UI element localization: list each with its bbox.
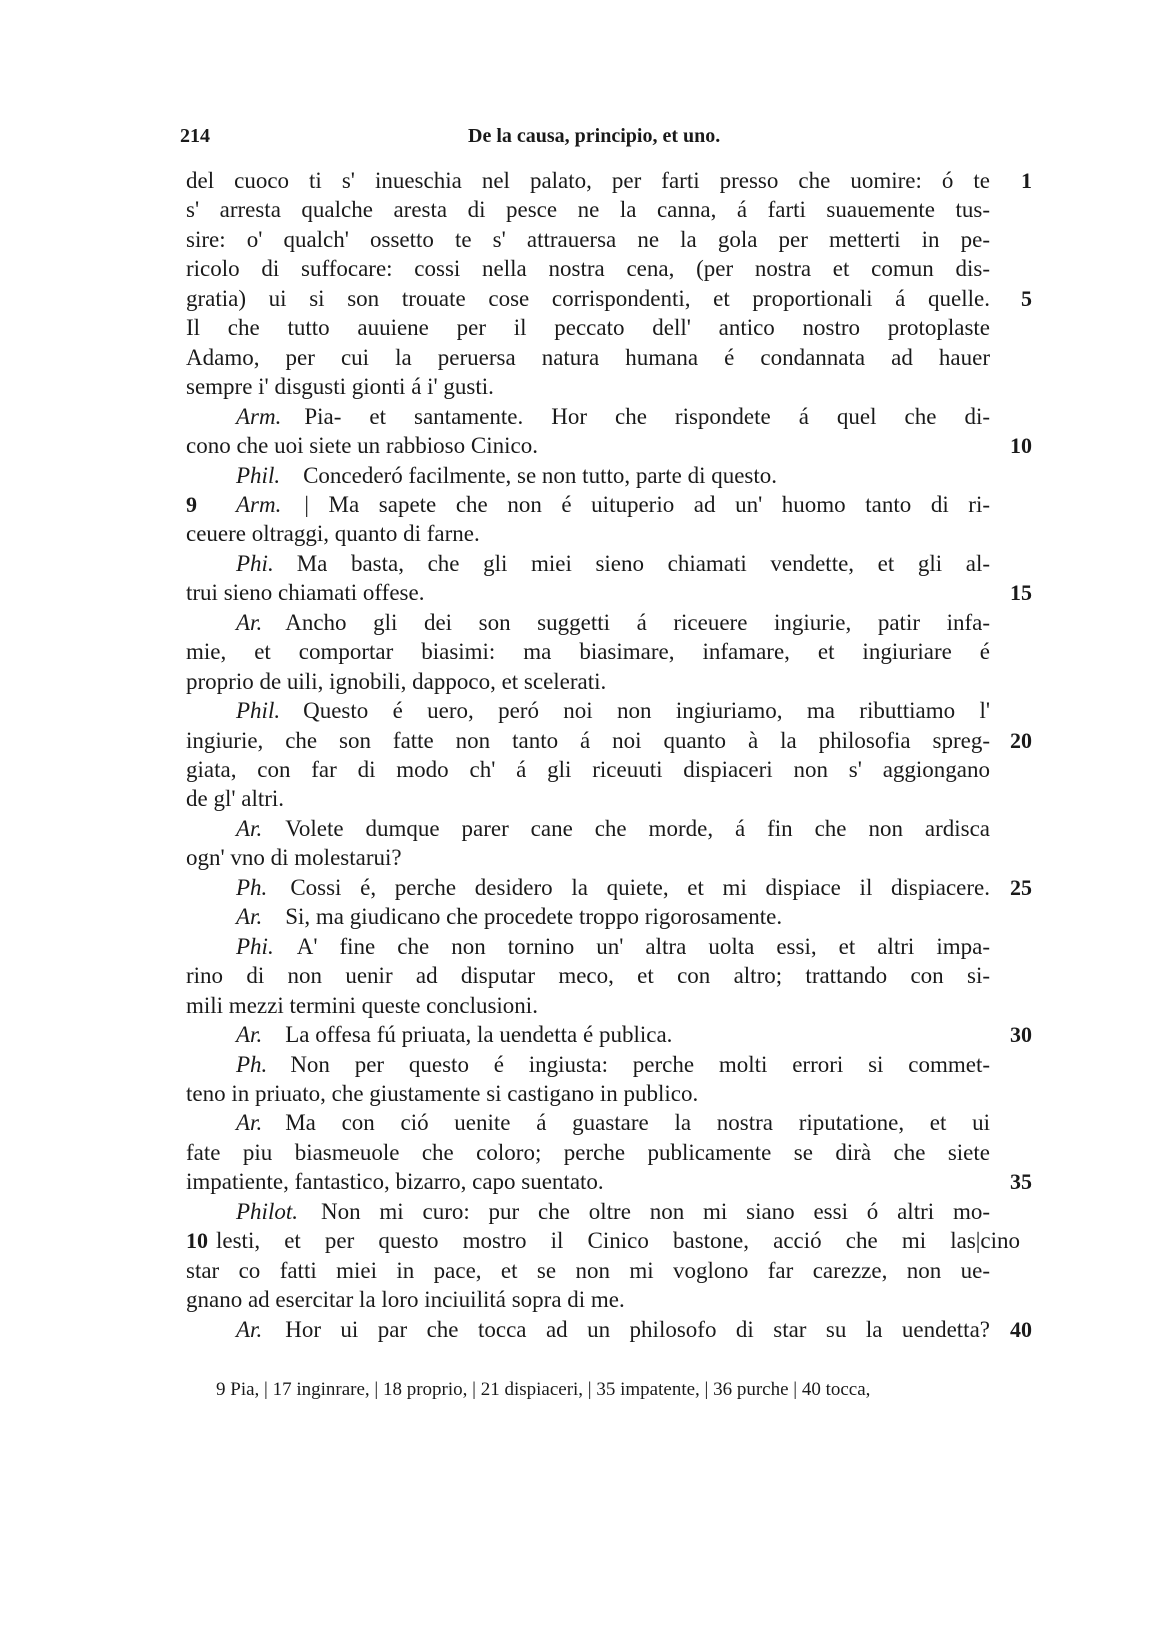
text-line [186, 549, 990, 579]
line-number: 15 [1010, 580, 1032, 605]
line-text: Ancho gli dei son suggetti á riceuere ingiurie, patir infa- [285, 610, 990, 635]
text-line [186, 902, 990, 932]
line-text: Si, ma giudicano che procedete troppo rigorosamente. [285, 904, 783, 929]
text-line [186, 696, 990, 726]
line-text: cono che uoi siete un rabbioso Cinico. [186, 433, 538, 458]
text-line [186, 1256, 990, 1286]
speaker-label: Phi. [236, 934, 274, 959]
line-text: de gl' altri. [186, 786, 285, 811]
text-line [186, 873, 990, 903]
text-line [186, 843, 990, 873]
speaker-label: Ar. [236, 1110, 263, 1135]
line-text: lesti, et per questo mostro il Cinico bastone, acció che mi las|cino [216, 1228, 1020, 1253]
speaker-label: Ph. [236, 1052, 268, 1077]
line-text: | Ma sapete che non é uituperio ad un' huomo tanto di ri- [304, 492, 990, 517]
line-number: 35 [1010, 1169, 1032, 1194]
line-text: mie, et comportar biasimi: ma biasimare, infamare, et ingiuriare é [186, 639, 990, 664]
line-text: sire: o' qualch' ossetto te s' attrauersa ne la gola per metterti in pe- [186, 227, 990, 252]
line-text: Cossi é, perche desidero la quiete, et mi dispiace il dispiacere. [290, 875, 990, 900]
line-text: ingiurie, che son fatte non tanto á noi quanto à la philosofia spreg- [186, 728, 990, 753]
line-text: ogn' vno di molestarui? [186, 845, 402, 870]
text-line [186, 814, 990, 844]
text-line [186, 608, 990, 638]
speaker-label: Ph. [236, 875, 268, 900]
line-text: gratia) ui si son trouate cose corrispondenti, et proportionali á quelle. [186, 286, 990, 311]
text-line [186, 343, 990, 373]
line-text: ricolo di suffocare: cossi nella nostra cena, (per nostra et comun dis- [186, 256, 990, 281]
text-line [186, 961, 990, 991]
speaker-label: Ar. [236, 1317, 263, 1342]
line-text: star co fatti miei in pace, et se non mi voglono far carezze, non ue- [186, 1258, 990, 1283]
text-line [186, 402, 990, 432]
line-number: 10 [1010, 433, 1032, 458]
text-line [186, 578, 990, 608]
line-text: sempre i' disgusti gionti á i' gusti. [186, 374, 494, 399]
text-line [186, 195, 990, 225]
line-text: mili mezzi termini queste conclusioni. [186, 993, 538, 1018]
speaker-label: Ar. [236, 610, 263, 635]
text-line [186, 372, 990, 402]
line-text: Ma basta, che gli miei sieno chiamati vendette, et gli al- [296, 551, 990, 576]
text-line [186, 726, 990, 756]
line-text: La offesa fú priuata, la uendetta é publica. [285, 1022, 673, 1047]
text-line [186, 1108, 990, 1138]
line-text: ceuere oltraggi, quanto di farne. [186, 521, 480, 546]
speaker-label: Philot. [236, 1199, 298, 1224]
line-text: trui sieno chiamati offese. [186, 580, 425, 605]
line-text: Questo é uero, peró noi non ingiuriamo, ma ributtiamo l' [303, 698, 990, 723]
text-line [186, 519, 990, 549]
line-text: proprio de uili, ignobili, dappoco, et scelerati. [186, 669, 607, 694]
text-line [186, 1197, 990, 1227]
line-text: gnano ad esercitar la loro inciuilitá sopra di me. [186, 1287, 625, 1312]
speaker-label: Phil. [236, 463, 281, 488]
line-text: teno in priuato, che giustamente si castigano in publico. [186, 1081, 699, 1106]
text-line [186, 755, 990, 785]
speaker-label: Ar. [236, 1022, 263, 1047]
line-number: 5 [1021, 286, 1032, 311]
line-text: A' fine che non tornino un' altra uolta essi, et altri impa- [296, 934, 990, 959]
line-text: Volete dumque parer cane che morde, á fin che non ardisca [285, 816, 990, 841]
text-line [186, 166, 990, 196]
line-text: impatiente, fantastico, bizarro, capo suentato. [186, 1169, 604, 1194]
line-number: 1 [1021, 168, 1032, 193]
text-line [186, 1020, 990, 1050]
speaker-label: Arm. [236, 492, 282, 517]
speaker-label: Arm. [236, 404, 282, 429]
text-line [186, 225, 990, 255]
line-text: Non per questo é ingiusta: perche molti errori si commet- [290, 1052, 990, 1077]
speaker-label: Phil. [236, 698, 281, 723]
text-line [186, 313, 990, 343]
text-line [186, 1138, 990, 1168]
text-line [186, 284, 990, 314]
text-line [186, 991, 990, 1021]
text-line [186, 254, 990, 284]
text-line [186, 1079, 990, 1109]
text-line [186, 1285, 990, 1315]
line-number: 30 [1010, 1022, 1032, 1047]
page-number: 214 [180, 125, 210, 147]
line-text: Pia- et santamente. Hor che rispondete á quel che di- [304, 404, 990, 429]
footnotes: 9 Pia, | 17 inginrare, | 18 proprio, | 21 dispiaceri, | 35 impatente, | 36 purche | 40 tocca, [216, 1379, 871, 1400]
text-line [186, 490, 990, 520]
text-line [186, 784, 990, 814]
line-text: Ma con ció uenite á guastare la nostra riputatione, et ui [285, 1110, 990, 1135]
line-number: 25 [1010, 875, 1032, 900]
running-title: De la causa, principio, et uno. [468, 125, 721, 147]
line-text: giata, con far di modo ch' á gli riceuuti dispiaceri non s' aggiongano [186, 757, 990, 782]
line-text: Il che tutto auuiene per il peccato dell' antico nostro protoplaste [186, 315, 990, 340]
margin-page-marker: 10 [186, 1228, 208, 1253]
line-text: s' arresta qualche aresta di pesce ne la canna, á farti suauemente tus- [186, 197, 990, 222]
page-header [180, 125, 1040, 153]
text-line [186, 637, 990, 667]
line-text: Non mi curo: pur che oltre non mi siano essi ó altri mo- [320, 1199, 990, 1224]
text-line [186, 461, 990, 491]
speaker-label: Phi. [236, 551, 274, 576]
line-text: fate piu biasmeuole che coloro; perche publicamente se dirà che siete [186, 1140, 990, 1165]
line-text: Hor ui par che tocca ad un philosofo di star su la uendetta? [285, 1317, 990, 1342]
text-line [186, 431, 990, 461]
text-line [186, 1167, 990, 1197]
text-line [186, 1315, 990, 1345]
speaker-label: Ar. [236, 904, 263, 929]
margin-page-marker: 9 [186, 492, 197, 517]
text-line [186, 932, 990, 962]
text-line [186, 1050, 990, 1080]
line-text: Adamo, per cui la peruersa natura humana é condannata ad hauer [186, 345, 990, 370]
line-text: del cuoco ti s' inueschia nel palato, per farti presso che uomire: ó te [186, 168, 990, 193]
speaker-label: Ar. [236, 816, 263, 841]
text-line [186, 667, 990, 697]
text-line [186, 1226, 1020, 1256]
line-text: rino di non uenir ad disputar meco, et con altro; trattando con si- [186, 963, 990, 988]
line-number: 40 [1010, 1317, 1032, 1342]
line-text: Concederó facilmente, se non tutto, parte di questo. [303, 463, 778, 488]
line-number: 20 [1010, 728, 1032, 753]
